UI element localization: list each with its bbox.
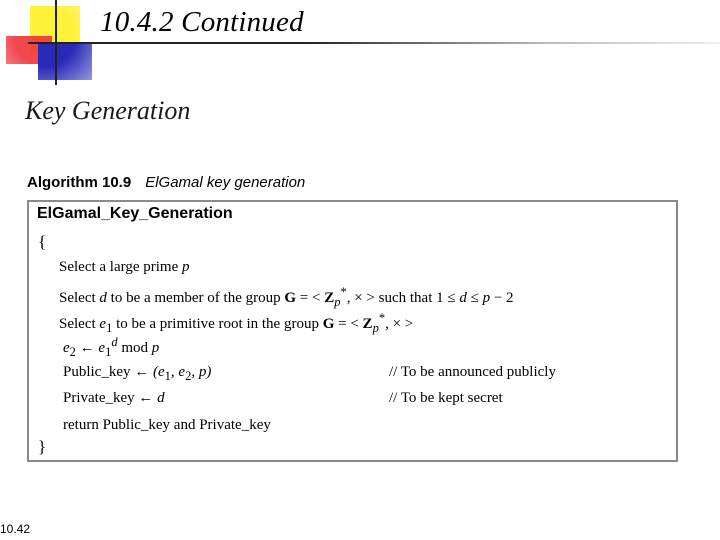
comment-public: // To be announced publicly <box>389 364 556 380</box>
algo-line-6: Private_key ← d <box>63 390 165 406</box>
algo-line-3: Select $e_1$ to be a primitive root in the group G = < $Z_p^*$, × > <box>59 311 414 335</box>
decor-fade <box>0 0 100 90</box>
algo-line-2: Select d to be a member of the group G = < $Z_p^*$, × > such that 1 ≤ d ≤ p − 2 <box>59 285 514 309</box>
slide-number: 10.42 <box>0 522 31 536</box>
algo-line-5: Public_key ← ($e_1$, $e_2$, p) <box>63 364 212 383</box>
open-brace: { <box>38 232 47 251</box>
algorithm-heading <box>27 174 305 191</box>
algorithm-name: ElGamal key generation <box>145 174 306 191</box>
slide-subtitle: Key Generation <box>25 96 191 125</box>
algo-line-4: $e_2$ ← $e_1^d$ mod p <box>63 335 160 359</box>
algorithm-label: Algorithm 10.9 <box>27 174 132 191</box>
decor-horizontal-rule <box>28 42 720 44</box>
algo-line-7: return Public_key and Private_key <box>63 417 271 433</box>
comment-private: // To be kept secret <box>389 390 503 406</box>
slide-title: 10.4.2 Continued <box>100 6 304 38</box>
procedure-name: ElGamal_Key_Generation <box>37 205 233 222</box>
close-brace: } <box>38 437 47 456</box>
algo-line-1: Select a large prime p <box>59 259 190 275</box>
